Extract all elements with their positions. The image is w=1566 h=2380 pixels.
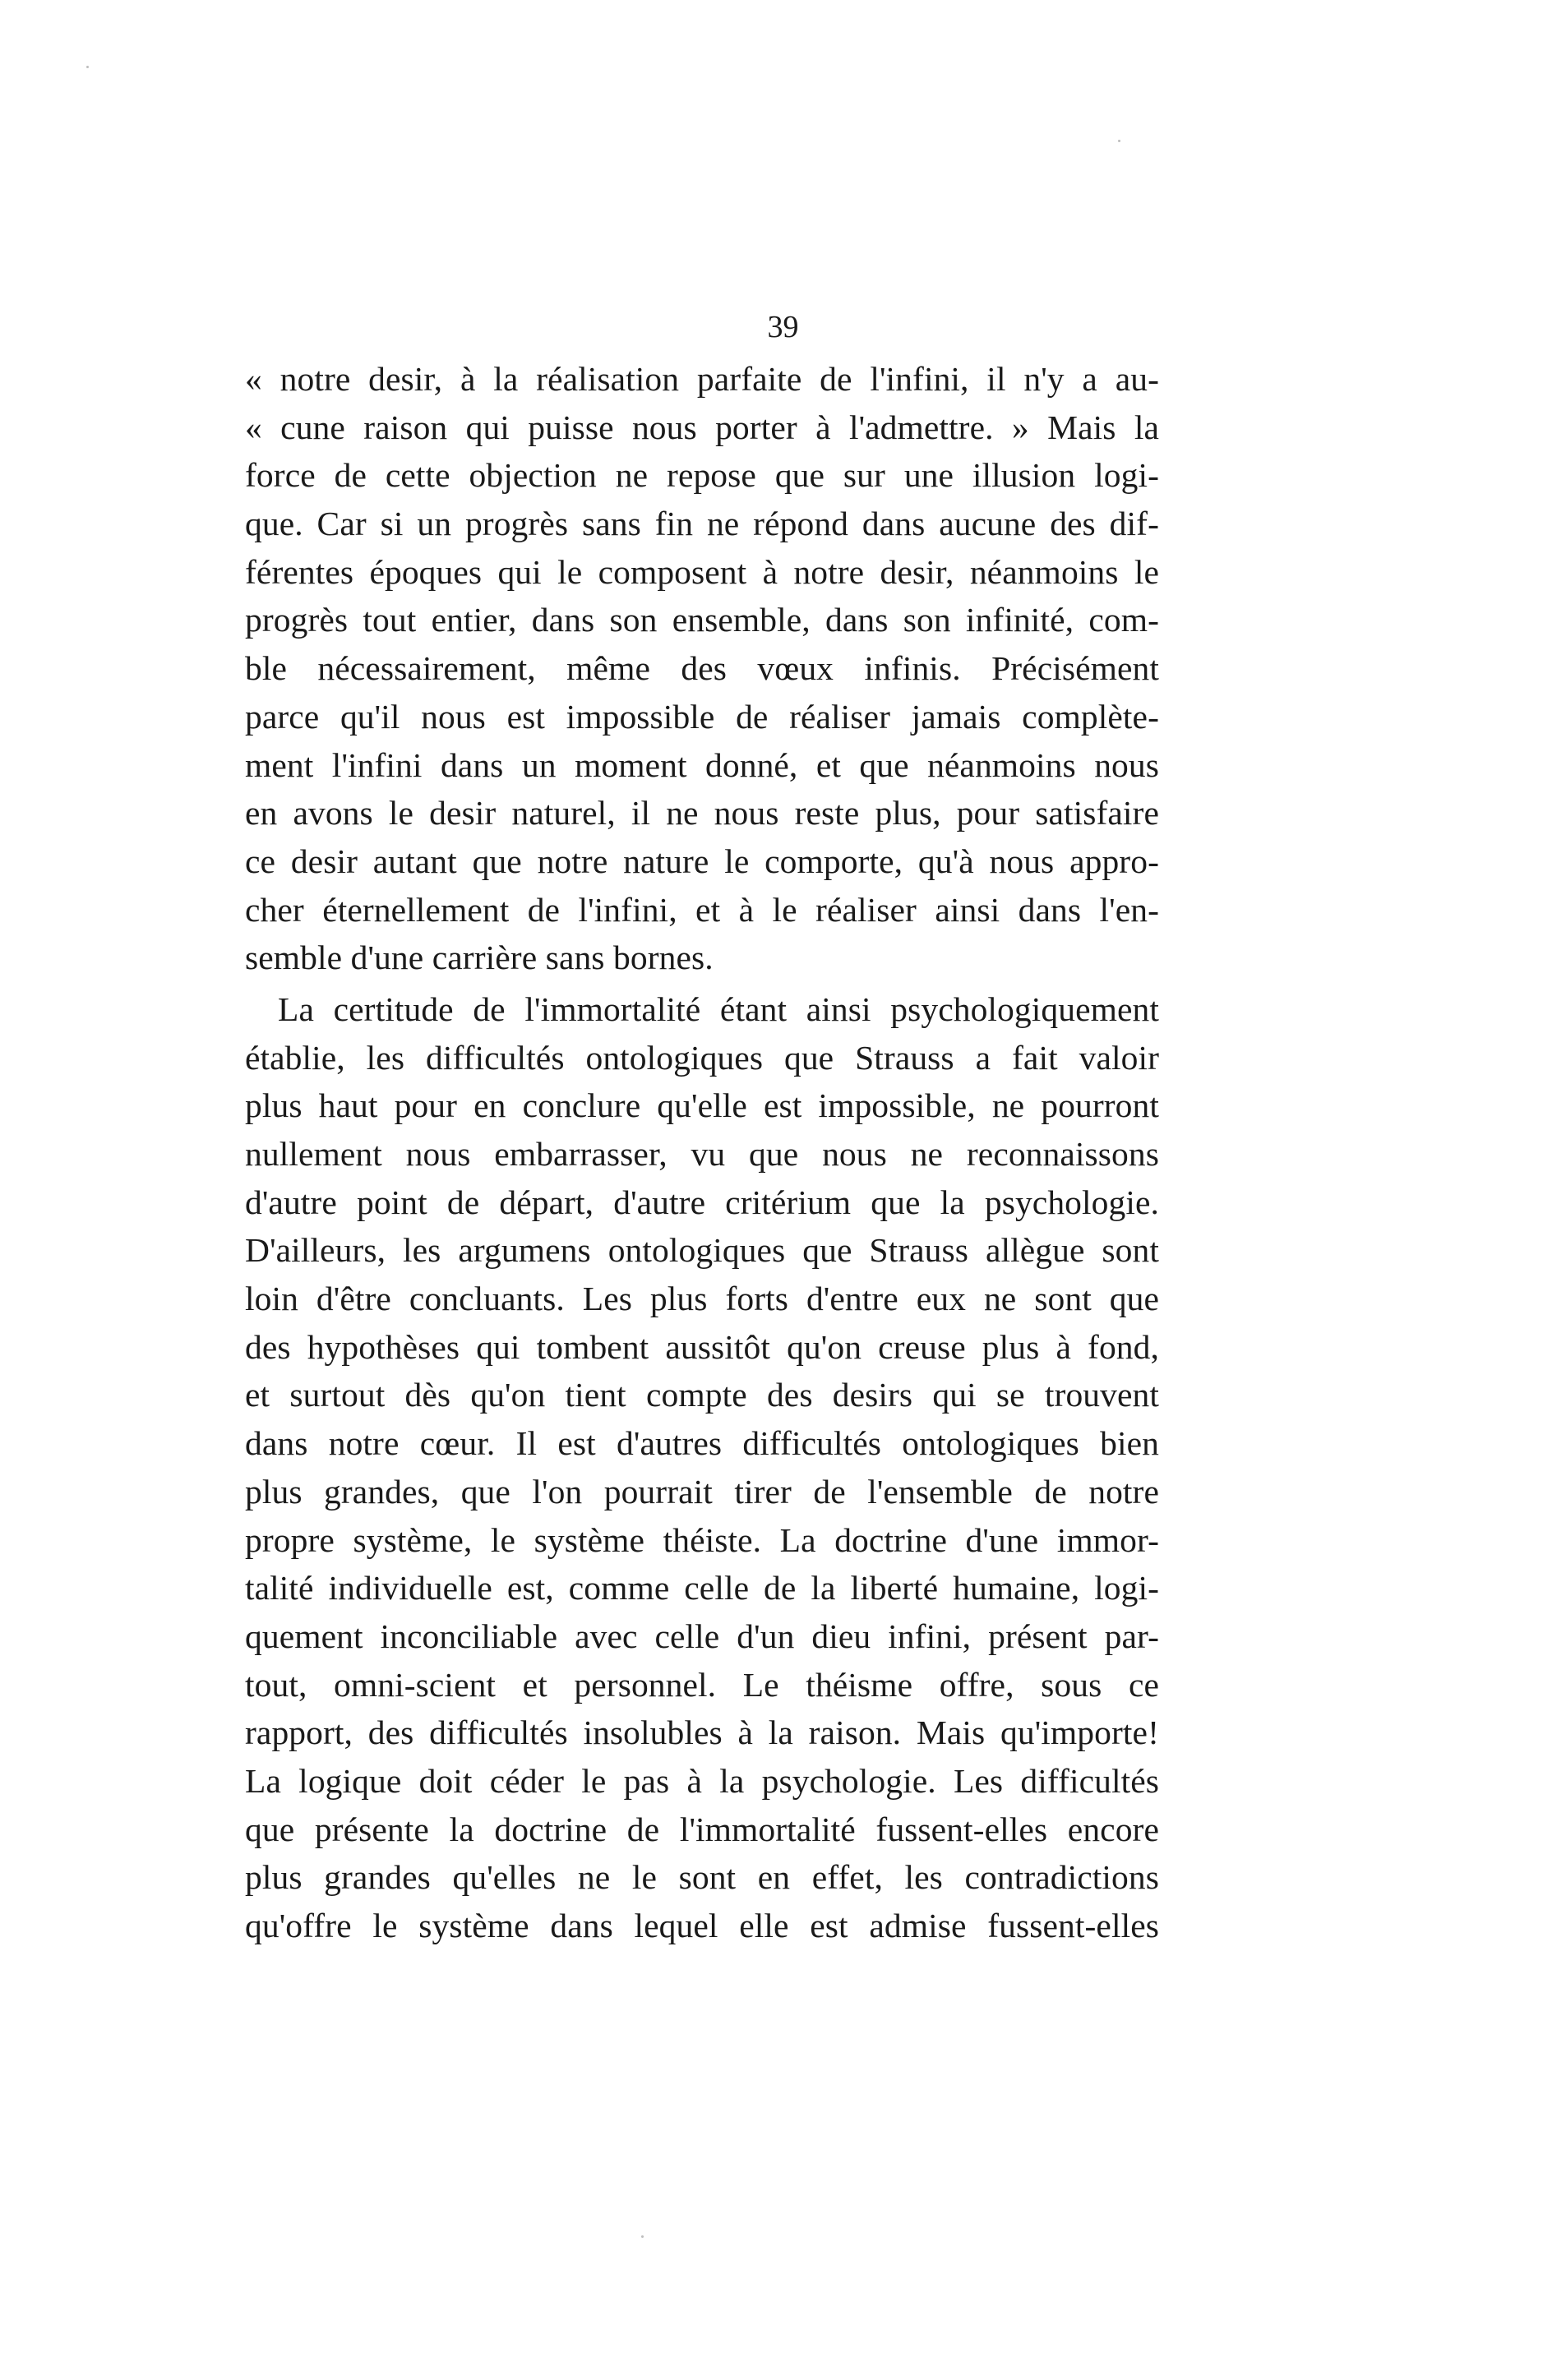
text-line: tout, omni-scient et personnel. Le théisme offre, sous ce <box>245 1665 1159 1704</box>
text-line: des hypothèses qui tombent aussitôt qu'on creuse plus à fond, <box>245 1327 1159 1366</box>
text-line: propre système, le système théiste. La doctrine d'une immor- <box>245 1520 1159 1559</box>
text-line: nullement nous embarrasser, vu que nous ne reconnaissons <box>245 1135 1159 1173</box>
text-line: qu'offre le système dans lequel elle est admise fussent-elles <box>245 1907 1159 1944</box>
paragraph-1 <box>245 355 1159 982</box>
text-line: férentes époques qui le composent à notre desir, néanmoins le <box>245 552 1159 591</box>
text-line: force de cette objection ne repose que sur une illusion logi- <box>245 456 1159 495</box>
text-line: en avons le desir naturel, il ne nous reste plus, pour satisfaire <box>245 794 1159 833</box>
text-line: progrès tout entier, dans son ensemble, dans son infinité, com- <box>245 601 1159 639</box>
text-line: « notre desir, à la réalisation parfaite de l'infini, il n'y a au- <box>245 360 1159 398</box>
text-line: plus haut pour en conclure qu'elle est impossible, ne pourront <box>245 1086 1159 1125</box>
text-line: ble nécessairement, même des vœux infinis. Précisément <box>245 649 1159 688</box>
paper-speck <box>1118 140 1120 142</box>
text-line: ce desir autant que notre nature le comporte, qu'à nous appro- <box>245 842 1159 880</box>
paper-speck <box>86 66 89 68</box>
text-line: « cune raison qui puisse nous porter à l'admettre. » Mais la <box>245 408 1159 446</box>
text-line: La certitude de l'immortalité étant ainsi psychologiquement <box>278 989 1159 1028</box>
text-line: semble d'une carrière sans bornes. <box>245 939 714 977</box>
text-line: D'ailleurs, les argumens ontologiques que Strauss allègue sont <box>245 1231 1159 1270</box>
text-line: plus grandes, que l'on pourrait tirer de l'ensemble de notre <box>245 1472 1159 1511</box>
text-line: plus grandes qu'elles ne le sont en effet, les contradictions <box>245 1858 1159 1897</box>
page-number: 39 <box>767 310 799 344</box>
text-line: ment l'infini dans un moment donné, et que néanmoins nous <box>245 745 1159 784</box>
text-line: d'autre point de départ, d'autre critérium que la psychologie. <box>245 1183 1159 1221</box>
text-line: parce qu'il nous est impossible de réaliser jamais complète- <box>245 697 1159 736</box>
text-line: cher éternellement de l'infini, et à le réaliser ainsi dans l'en- <box>245 890 1159 929</box>
text-line: rapport, des difficultés insolubles à la raison. Mais qu'importe! <box>245 1714 1159 1752</box>
text-line: dans notre cœur. Il est d'autres difficultés ontologiques bien <box>245 1424 1159 1463</box>
text-line: que présente la doctrine de l'immortalité fussent-elles encore <box>245 1810 1159 1848</box>
text-line: La logique doit céder le pas à la psychologie. Les difficultés <box>245 1761 1159 1800</box>
text-line: et surtout dès qu'on tient compte des desirs qui se trouvent <box>245 1376 1159 1414</box>
paragraph-2 <box>245 985 1159 1950</box>
text-line: établie, les difficultés ontologiques que Strauss a fait valoir <box>245 1038 1159 1077</box>
body-text <box>245 355 1159 1950</box>
text-line: que. Car si un progrès sans fin ne répond dans aucune des dif- <box>245 505 1159 543</box>
text-line: loin d'être concluants. Les plus forts d'entre eux ne sont que <box>245 1280 1159 1318</box>
text-line: quement inconciliable avec celle d'un dieu infini, présent par- <box>245 1617 1159 1655</box>
paper-speck <box>641 2235 644 2238</box>
text-line: talité individuelle est, comme celle de la liberté humaine, logi- <box>245 1569 1159 1607</box>
